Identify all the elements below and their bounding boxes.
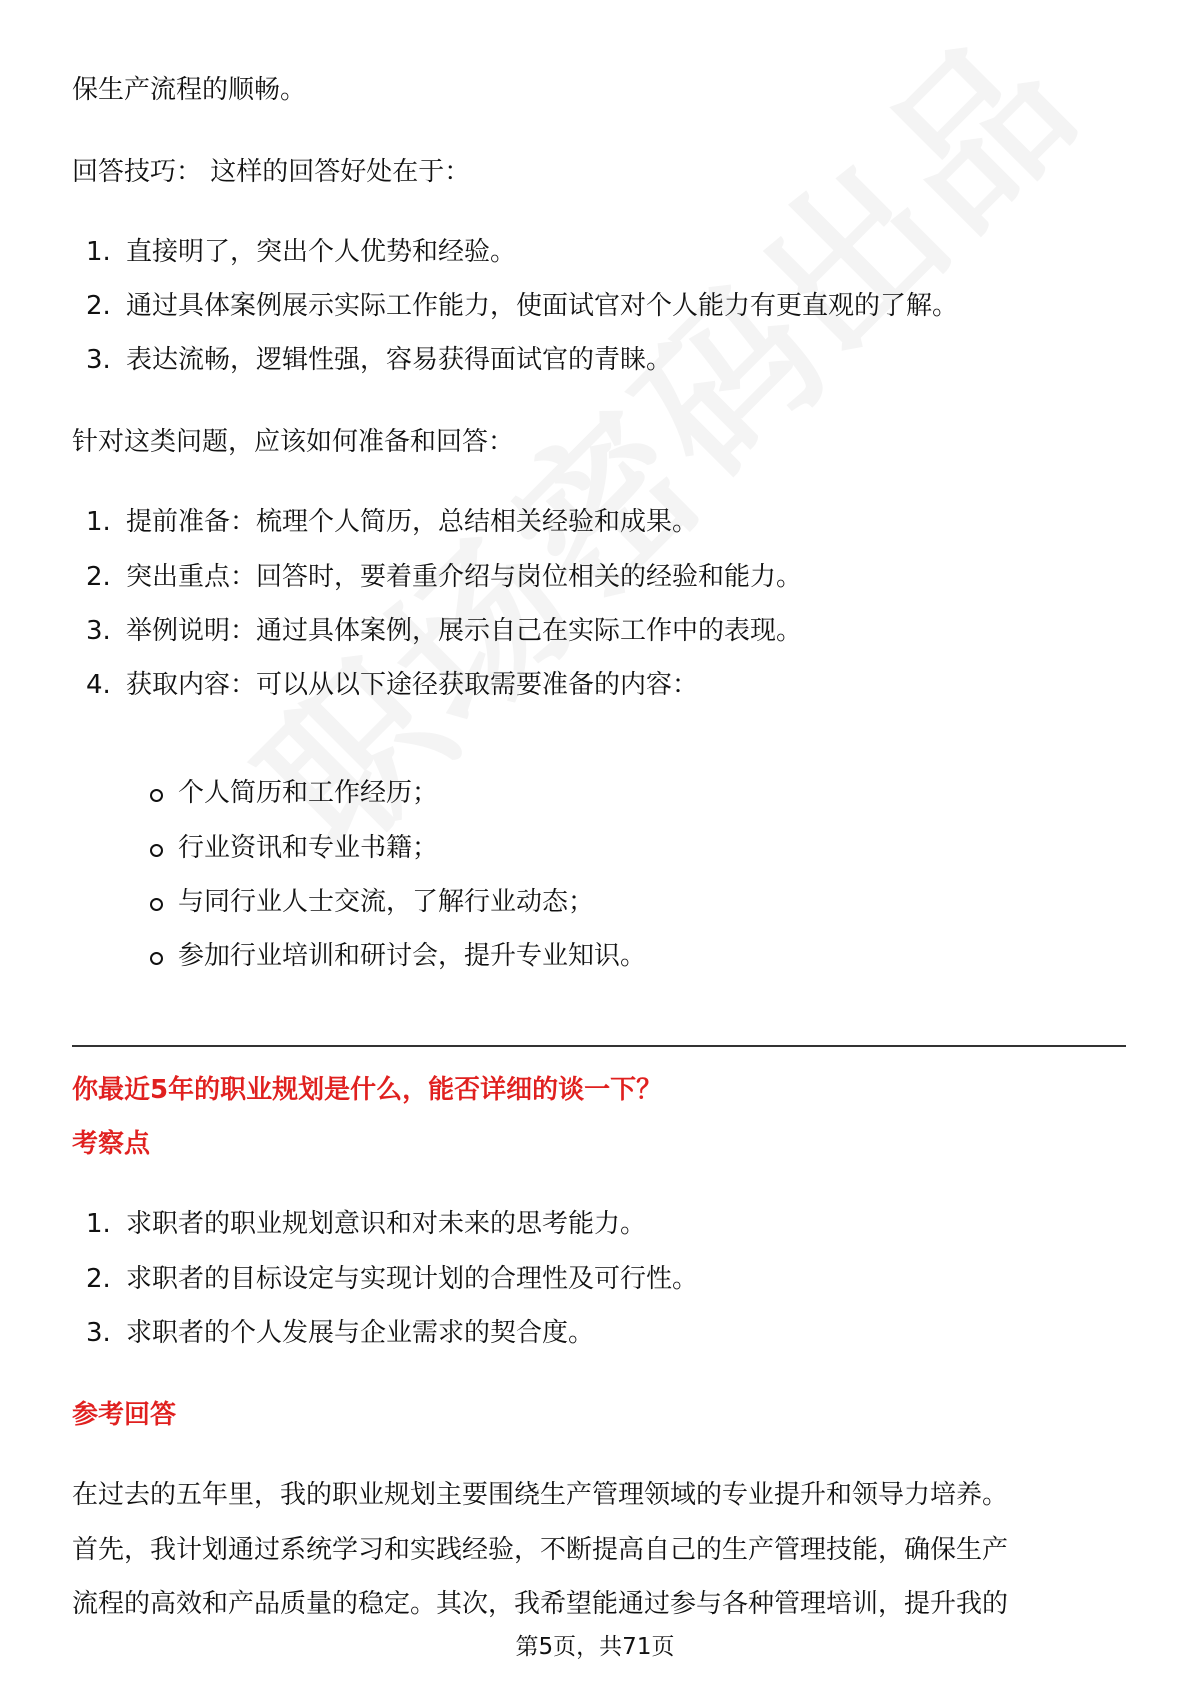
sub-list-item: 行业资讯和专业书籍； [178, 833, 439, 863]
list-number: 4. [86, 670, 111, 700]
question-title: 你最近5年的职业规划是什么，能否详细的谈一下？ [72, 1075, 663, 1105]
list-item: 获取内容：可以从以下途径获取需要准备的内容： [126, 670, 699, 700]
list-number: 2. [86, 1264, 111, 1294]
sub-list-item: 个人简历和工作经历； [178, 778, 439, 808]
list-item: 直接明了，突出个人优势和经验。 [126, 237, 517, 267]
bullet-icon [150, 789, 163, 802]
list-item: 突出重点：回答时，要着重介绍与岗位相关的经验和能力。 [126, 562, 803, 592]
answer-line: 流程的高效和产品质量的稳定。其次，我希望能通过参与各种管理培训，提升我的 [72, 1589, 1009, 1619]
tips-heading: 回答技巧： 这样的回答好处在于： [72, 157, 471, 187]
bullet-icon [150, 844, 163, 857]
list-number: 3. [86, 1318, 111, 1348]
focus-heading: 考察点 [72, 1129, 151, 1159]
answer-line: 首先，我计划通过系统学习和实践经验，不断提高自己的生产管理技能，确保生产 [72, 1535, 1009, 1565]
list-item: 提前准备：梳理个人简历，总结相关经验和成果。 [126, 507, 699, 537]
list-item: 求职者的个人发展与企业需求的契合度。 [126, 1318, 595, 1348]
prep-heading: 针对这类问题，应该如何准备和回答： [72, 427, 515, 457]
list-number: 2. [86, 562, 111, 592]
bullet-icon [150, 898, 163, 911]
list-number: 2. [86, 291, 111, 321]
list-number: 1. [86, 237, 111, 267]
list-number: 3. [86, 345, 111, 375]
list-item: 通过具体案例展示实际工作能力，使面试官对个人能力有更直观的了解。 [126, 291, 959, 321]
section-divider [72, 1045, 1126, 1047]
list-item: 举例说明：通过具体案例，展示自己在实际工作中的表现。 [126, 616, 803, 646]
list-item: 求职者的目标设定与实现计划的合理性及可行性。 [126, 1264, 699, 1294]
list-item: 表达流畅，逻辑性强，容易获得面试官的青睐。 [126, 345, 673, 375]
list-number: 3. [86, 616, 111, 646]
paragraph-intro-tail: 保生产流程的顺畅。 [72, 75, 307, 105]
list-item: 求职者的职业规划意识和对未来的思考能力。 [126, 1209, 647, 1239]
bullet-icon [150, 952, 163, 965]
answer-heading: 参考回答 [72, 1400, 177, 1430]
sub-list-item: 与同行业人士交流，了解行业动态； [178, 887, 595, 917]
list-number: 1. [86, 507, 111, 537]
answer-line: 在过去的五年里，我的职业规划主要围绕生产管理领域的专业提升和领导力培养。 [72, 1480, 1009, 1510]
sub-list-item: 参加行业培训和研讨会，提升专业知识。 [178, 941, 647, 971]
list-number: 1. [86, 1209, 111, 1239]
page-number: 第5页，共71页 [515, 1634, 675, 1660]
